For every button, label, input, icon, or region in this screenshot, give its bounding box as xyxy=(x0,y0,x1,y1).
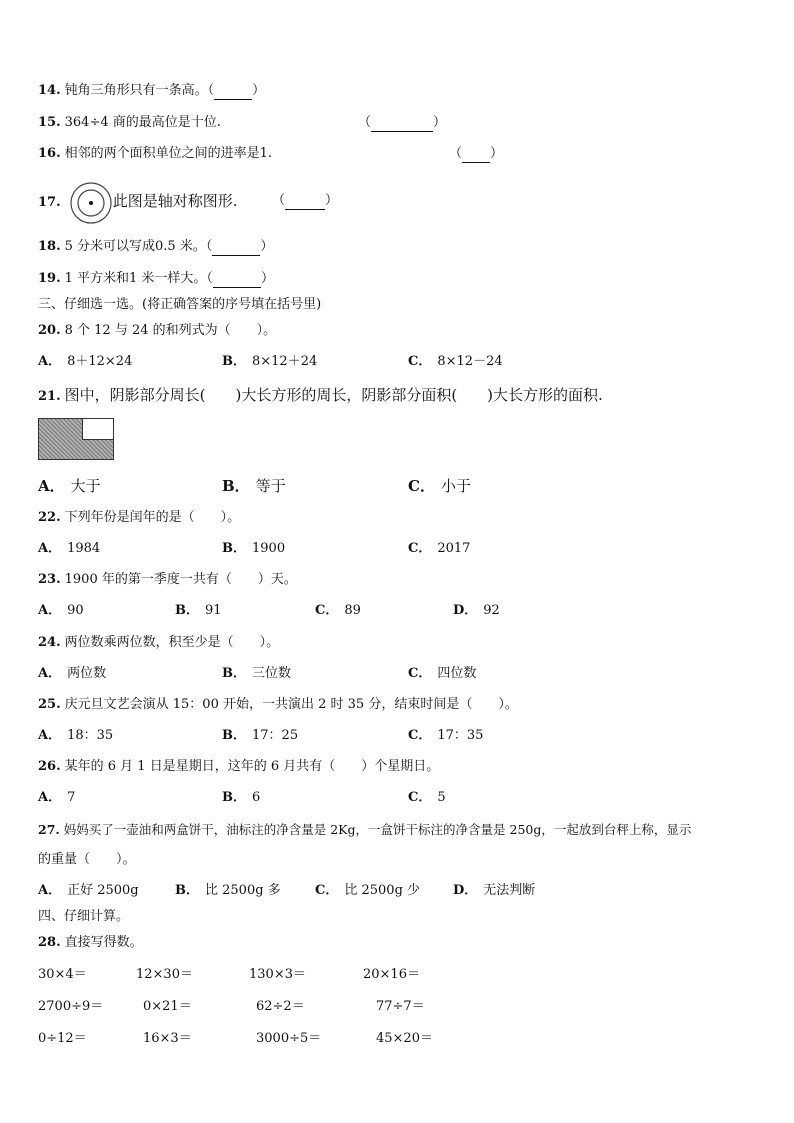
question-text: 1 平方米和1 米一样大。（ xyxy=(64,271,213,286)
option-c[interactable]: C． 比 2500g 少 xyxy=(315,883,421,898)
calc-item: 12×30＝ xyxy=(136,967,193,982)
question-number: 17. xyxy=(38,195,61,210)
answer-blank[interactable] xyxy=(285,196,325,210)
section-heading-4: 四、仔细计算。 xyxy=(38,909,130,924)
question-23: 23. 1900 年的第一季度一共有（ ）天。 xyxy=(38,572,297,587)
concentric-circles-figure xyxy=(69,181,113,225)
answer-blank[interactable] xyxy=(212,242,260,256)
question-text: 364÷4 商的最高位是十位. xyxy=(64,115,221,130)
option-b[interactable]: B． 6 xyxy=(222,790,261,805)
question-15 xyxy=(38,114,221,132)
question-19: 19. 1 平方米和1 米一样大。（ ） xyxy=(38,271,274,286)
shaded-rectangle-figure xyxy=(38,418,114,460)
question-21: 21. 图中，阴影部分周长( )大长方形的周长，阴影部分面积( )大长方形的面积. xyxy=(38,386,603,404)
option-c[interactable]: C． 四位数 xyxy=(408,666,477,681)
option-b[interactable]: B． 17：25 xyxy=(222,728,299,743)
answer-blank[interactable] xyxy=(213,274,261,288)
question-27-cont: 的重量（ ）。 xyxy=(38,852,136,867)
question-24: 24. 两位数乘两位数，积至少是（ ）。 xyxy=(38,635,280,650)
option-c[interactable]: C． 小于 xyxy=(408,477,471,495)
option-a[interactable]: A． 1984 xyxy=(38,541,101,556)
question-18: 18. 5 分米可以写成0.5 米。（ ） xyxy=(38,239,274,254)
answer-bracket-15: （ ） xyxy=(358,115,447,130)
option-c[interactable]: C． 8×12－24 xyxy=(408,354,503,369)
answer-blank[interactable] xyxy=(462,149,490,163)
calc-item: 130×3＝ xyxy=(249,967,306,982)
option-d[interactable]: D． 92 xyxy=(453,603,500,618)
option-c[interactable]: C． 2017 xyxy=(408,541,471,556)
answer-blank[interactable] xyxy=(214,86,252,100)
option-b[interactable]: B． 等于 xyxy=(222,477,286,495)
option-b[interactable]: B． 8×12＋24 xyxy=(222,354,318,369)
option-b[interactable]: B． 比 2500g 多 xyxy=(175,883,281,898)
question-text: 相邻的两个面积单位之间的进率是1. xyxy=(64,146,273,161)
cutout-square xyxy=(82,418,114,440)
calc-item: 16×3＝ xyxy=(143,1031,192,1046)
question-number: 14. xyxy=(38,83,61,98)
option-a[interactable]: A． 90 xyxy=(38,603,84,618)
question-28: 28. 直接写得数。 xyxy=(38,935,143,950)
question-27: 27. 妈妈买了一壶油和两盒饼干，油标注的净含量是 2Kg，一盒饼干标注的净含量是 250g，一起放到台秤上称，显示 xyxy=(38,822,692,837)
calc-item: 20×16＝ xyxy=(363,967,420,982)
calc-item: 2700÷9＝ xyxy=(38,999,104,1014)
option-c[interactable]: C． 89 xyxy=(315,603,361,618)
question-number: 19. xyxy=(38,271,61,286)
calc-item: 3000÷5＝ xyxy=(256,1031,322,1046)
question-number: 16. xyxy=(38,146,61,161)
answer-bracket-16: （ ） xyxy=(449,146,504,161)
question-14: 14. 钝角三角形只有一条高。（ ） xyxy=(38,83,266,98)
question-17 xyxy=(38,179,238,225)
option-a[interactable]: A． 8＋12×24 xyxy=(38,354,133,369)
option-a[interactable]: A． 大于 xyxy=(38,477,101,495)
option-a[interactable]: A． 18：35 xyxy=(38,728,114,743)
section-heading-3: 三、仔细选一选。(将正确答案的序号填在括号里) xyxy=(38,297,322,312)
question-25: 25. 庆元旦文艺会演从 15：00 开始，一共演出 2 时 35 分，结束时间是（ ）。 xyxy=(38,697,518,712)
question-22: 22. 下列年份是闰年的是（ ）。 xyxy=(38,510,241,525)
question-16 xyxy=(38,145,272,163)
question-20: 20. 8 个 12 与 24 的和列式为（ ）。 xyxy=(38,323,277,338)
question-number: 18. xyxy=(38,239,61,254)
calc-item: 62÷2＝ xyxy=(256,999,305,1014)
option-a[interactable]: A． 两位数 xyxy=(38,666,107,681)
answer-blank[interactable] xyxy=(371,118,433,132)
calc-item: 45×20＝ xyxy=(376,1031,433,1046)
calc-item: 0×21＝ xyxy=(143,999,192,1014)
option-d[interactable]: D． 无法判断 xyxy=(453,883,536,898)
option-a[interactable]: A． 7 xyxy=(38,790,76,805)
option-c[interactable]: C． 5 xyxy=(408,790,446,805)
question-text: 钝角三角形只有一条高。（ xyxy=(64,83,215,98)
question-number: 15. xyxy=(38,115,61,130)
option-a[interactable]: A． 正好 2500g xyxy=(38,883,139,898)
calc-item: 30×4＝ xyxy=(38,967,87,982)
calc-item: 0÷12＝ xyxy=(38,1031,87,1046)
answer-bracket-17: （ ） xyxy=(272,193,339,208)
option-c[interactable]: C． 17：35 xyxy=(408,728,484,743)
question-text: 此图是轴对称图形. xyxy=(112,192,238,210)
option-b[interactable]: B． 91 xyxy=(175,603,222,618)
question-text: 5 分米可以写成0.5 米。（ xyxy=(64,239,213,254)
option-b[interactable]: B． 三位数 xyxy=(222,666,292,681)
question-26: 26. 某年的 6 月 1 日是星期日，这年的 6 月共有（ ）个星期日。 xyxy=(38,759,440,774)
option-b[interactable]: B． 1900 xyxy=(222,541,286,556)
calc-item: 77÷7＝ xyxy=(376,999,425,1014)
